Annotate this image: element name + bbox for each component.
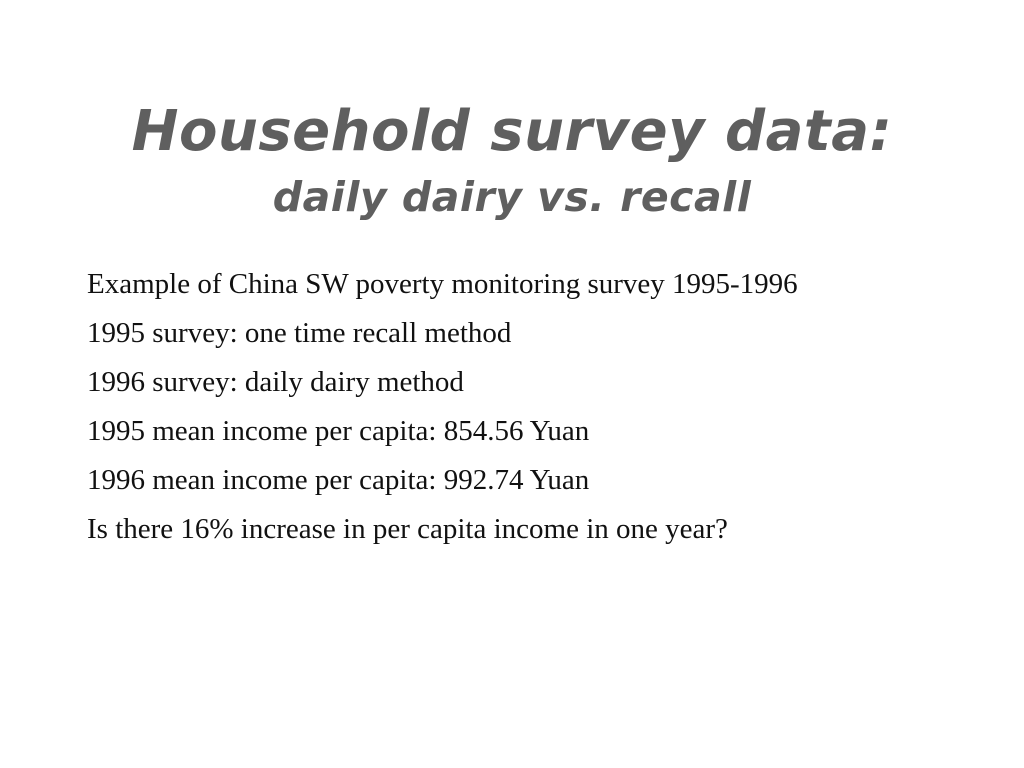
body-line-1995-method: 1995 survey: one time recall method — [87, 317, 512, 349]
body-line-survey-example: Example of China SW poverty monitoring survey 1995-1996 — [87, 268, 798, 300]
title-block — [0, 96, 1024, 226]
slide-title: Household survey data: — [131, 99, 893, 164]
body-line-1996-method: 1996 survey: daily dairy method — [87, 366, 464, 398]
body-line-question: Is there 16% increase in per capita income in one year? — [87, 513, 728, 545]
body-line-1996-income: 1996 mean income per capita: 992.74 Yuan — [87, 464, 590, 496]
body-text-list — [87, 262, 987, 556]
body-line-1995-income: 1995 mean income per capita: 854.56 Yuan — [87, 415, 590, 447]
slide-subtitle: daily dairy vs. recall — [272, 173, 752, 221]
